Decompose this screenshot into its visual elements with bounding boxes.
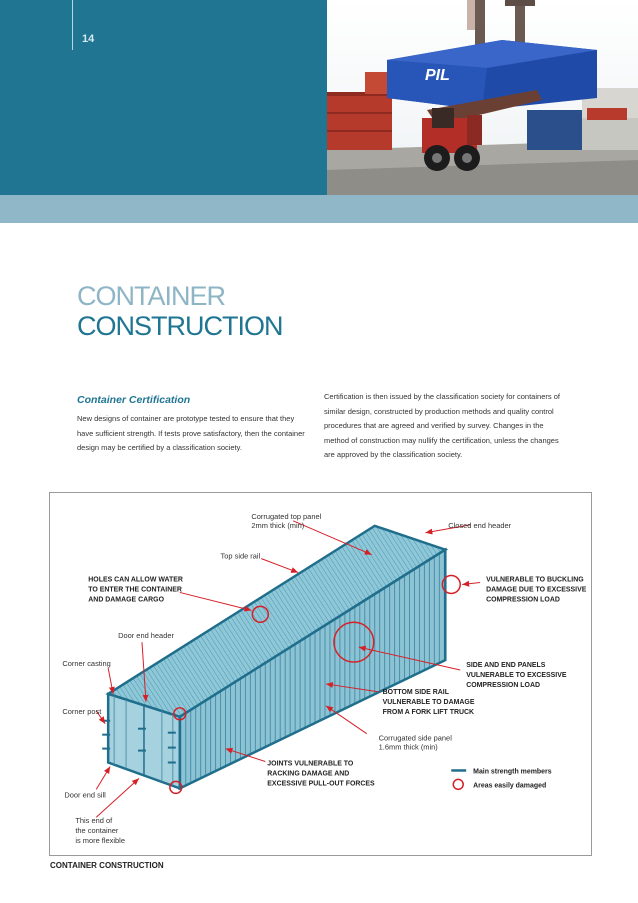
label-corner-casting: Corner casting — [62, 659, 111, 669]
label-bottom-rail-2: VULNERABLE TO DAMAGE — [382, 698, 475, 706]
legend-strength-label: Main strength members — [473, 768, 552, 776]
paragraph-1: New designs of container are prototype tested to ensure that they have sufficient strength. If tests prove satisfactory, then the container design may be certified by a classification society. — [77, 414, 305, 452]
header-bar — [0, 0, 327, 195]
label-bottom-rail-1: BOTTOM SIDE RAIL — [382, 688, 449, 696]
legend-damage-label: Areas easily damaged — [473, 782, 547, 790]
container-logo: PIL — [425, 67, 450, 84]
label-buckling-3: COMPRESSION LOAD — [486, 596, 560, 604]
page-footer: CONTAINER CONSTRUCTION — [50, 861, 164, 870]
label-buckling-1: VULNERABLE TO BUCKLING — [486, 576, 584, 584]
label-panels-3: COMPRESSION LOAD — [466, 681, 540, 689]
label-flex-3: is more flexible — [75, 836, 125, 846]
label-holes-1: HOLES CAN ALLOW WATER — [88, 576, 183, 584]
label-top-panel-1: Corrugated top panel — [251, 511, 322, 521]
paragraph-2: Certification is then issued by the classification society for containers of similar design, constructed by production methods and quality control procedures that are agreed and verified by survey. Changes in the method of construction may nullify the certification, unless the changes are approved by the classification society. — [324, 392, 560, 459]
label-closed-end-header: Closed end header — [448, 520, 512, 530]
header-photo — [327, 0, 638, 195]
label-joints-3: EXCESSIVE PULL-OUT FORCES — [267, 780, 375, 788]
label-holes-3: AND DAMAGE CARGO — [88, 596, 165, 604]
label-door-end-header: Door end header — [118, 631, 174, 641]
label-side-panel-2: 1.6mm thick (min) — [378, 742, 438, 752]
label-flex-2: the container — [75, 826, 119, 836]
label-top-side-rail: Top side rail — [220, 551, 261, 561]
label-panels-2: VULNERABLE TO EXCESSIVE — [466, 671, 567, 679]
label-joints-2: RACKING DAMAGE AND — [267, 770, 350, 778]
header-band — [0, 195, 638, 223]
label-door-end-sill: Door end sill — [64, 790, 106, 800]
label-panels-1: SIDE AND END PANELS — [466, 662, 546, 670]
page-number: 14 — [82, 33, 95, 45]
label-buckling-2: DAMAGE DUE TO EXCESSIVE — [486, 586, 587, 594]
legend-damage-swatch — [453, 779, 463, 789]
label-corner-post: Corner post — [62, 706, 102, 716]
label-joints-1: JOINTS VULNERABLE TO — [267, 760, 354, 768]
label-top-panel-2: 2mm thick (min) — [251, 520, 305, 530]
label-side-panel-1: Corrugated side panel — [378, 733, 452, 743]
label-bottom-rail-3: FROM A FORK LIFT TRUCK — [382, 708, 475, 716]
header-divider — [72, 0, 73, 50]
page-title-line2: CONSTRUCTION — [77, 311, 283, 341]
page-title-line1: CONTAINER — [77, 281, 226, 311]
label-holes-2: TO ENTER THE CONTAINER — [88, 586, 182, 594]
section-heading: Container Certification — [77, 394, 191, 406]
container-diagram — [49, 492, 592, 856]
label-flex-1: This end of — [75, 816, 113, 826]
